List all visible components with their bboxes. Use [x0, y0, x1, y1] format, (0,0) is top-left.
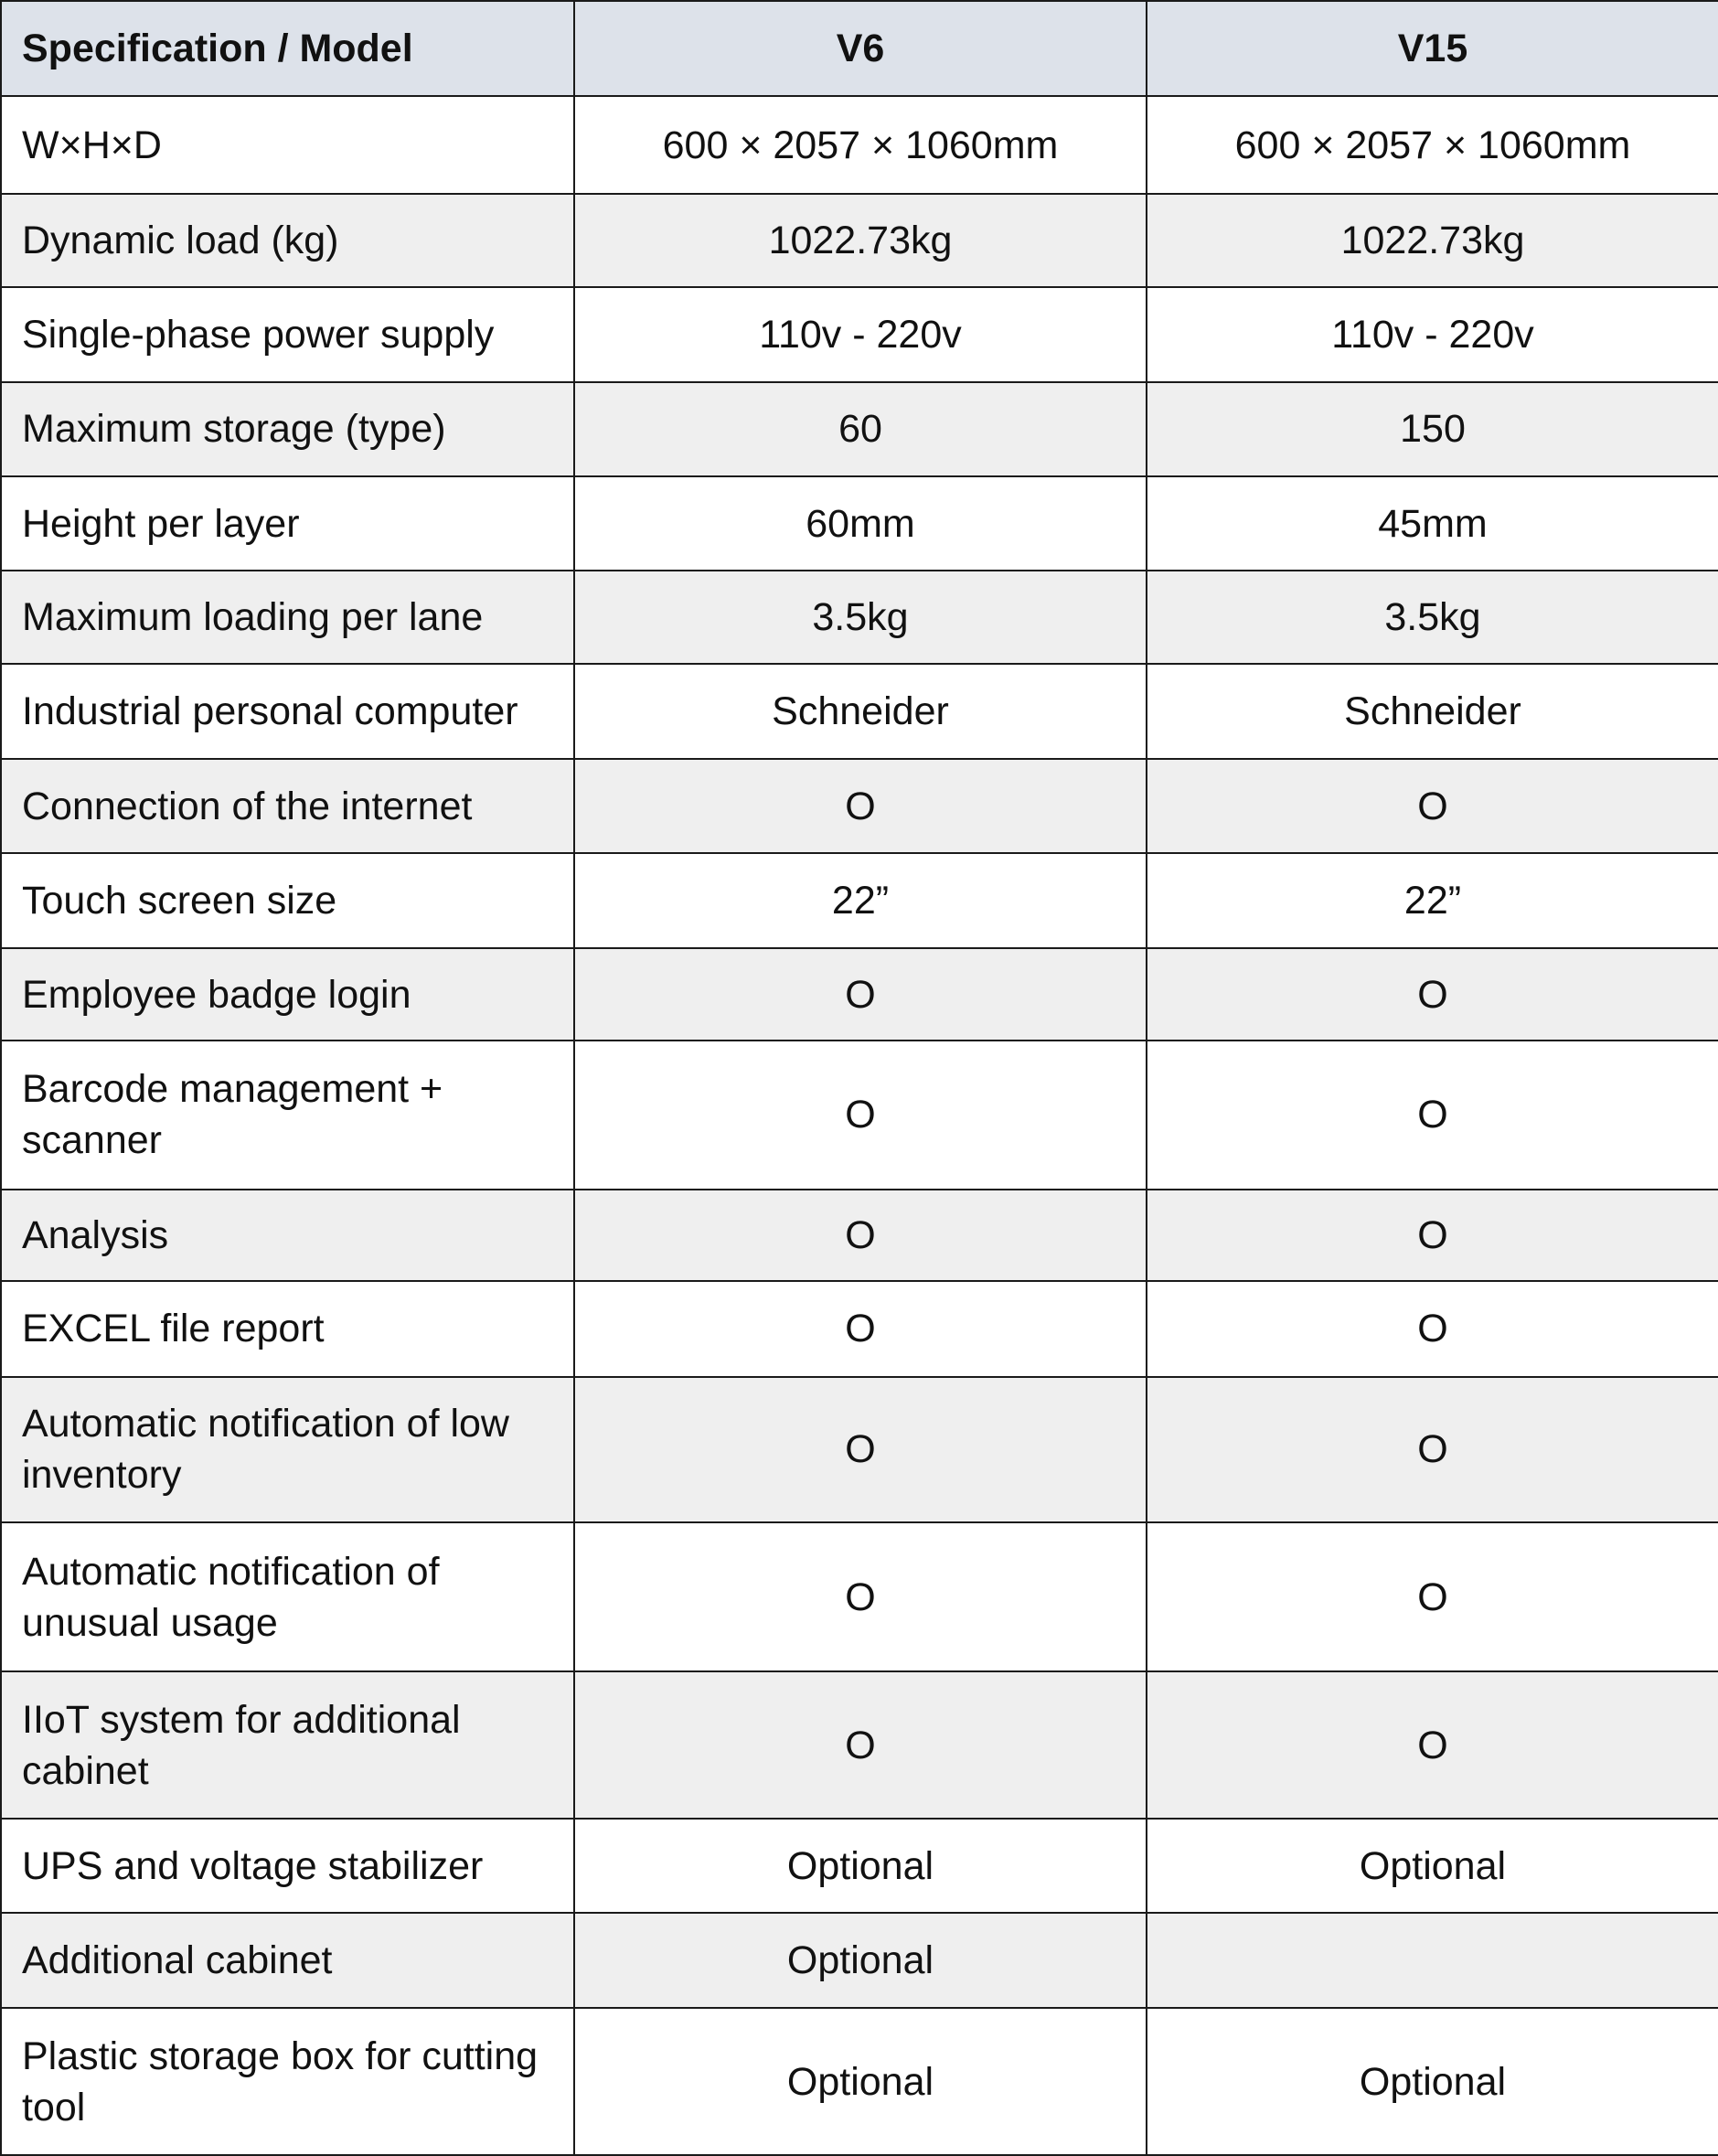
- v6-value: O: [574, 1522, 1147, 1671]
- spec-label: Analysis: [1, 1190, 574, 1281]
- v6-value: O: [574, 1190, 1147, 1281]
- spec-label: UPS and voltage stabilizer: [1, 1819, 574, 1913]
- v15-value: O: [1147, 1671, 1718, 1818]
- spec-label: IIoT system for additional cabinet: [1, 1671, 574, 1818]
- v6-value: O: [574, 948, 1147, 1040]
- v15-value: Schneider: [1147, 664, 1718, 759]
- v15-value: 45mm: [1147, 476, 1718, 571]
- v6-value: Optional: [574, 1913, 1147, 2008]
- spec-label: Connection of the internet: [1, 759, 574, 853]
- table-row: [1, 1522, 1718, 1671]
- spec-label: Barcode management + scanner: [1, 1041, 574, 1190]
- table-row: [1, 1281, 1718, 1376]
- table-row: [1, 96, 1718, 194]
- header-row: [1, 1, 1718, 96]
- table-row: [1, 1041, 1718, 1190]
- v15-value: O: [1147, 1041, 1718, 1190]
- v6-value: 110v - 220v: [574, 287, 1147, 382]
- table-row: [1, 194, 1718, 286]
- v15-value: Optional: [1147, 1819, 1718, 1913]
- spec-label: Additional cabinet: [1, 1913, 574, 2008]
- v15-value: 3.5kg: [1147, 571, 1718, 663]
- v15-value: 1022.73kg: [1147, 194, 1718, 286]
- table-row: [1, 571, 1718, 663]
- v15-value: O: [1147, 1377, 1718, 1522]
- v15-value: 150: [1147, 382, 1718, 476]
- v15-value: 600 × 2057 × 1060mm: [1147, 96, 1718, 194]
- table-row: [1, 1190, 1718, 1281]
- v6-value: 3.5kg: [574, 571, 1147, 663]
- v6-value: 60: [574, 382, 1147, 476]
- table-row: [1, 1671, 1718, 1818]
- table-row: [1, 853, 1718, 948]
- spec-label: Touch screen size: [1, 853, 574, 948]
- spec-label: Single-phase power supply: [1, 287, 574, 382]
- table-row: [1, 476, 1718, 571]
- spec-label: Industrial personal computer: [1, 664, 574, 759]
- v15-value: O: [1147, 759, 1718, 853]
- v15-value: O: [1147, 948, 1718, 1040]
- v6-value: O: [574, 759, 1147, 853]
- spec-label: Automatic notification of low inventory: [1, 1377, 574, 1522]
- v6-value: 1022.73kg: [574, 194, 1147, 286]
- v15-value: [1147, 1913, 1718, 2008]
- v15-value: 22”: [1147, 853, 1718, 948]
- v6-value: Schneider: [574, 664, 1147, 759]
- table-row: [1, 1377, 1718, 1522]
- spec-label: Plastic storage box for cutting tool: [1, 2008, 574, 2155]
- spec-label: W×H×D: [1, 96, 574, 194]
- v6-value: O: [574, 1281, 1147, 1376]
- header-v15: V15: [1147, 1, 1718, 96]
- v6-value: 600 × 2057 × 1060mm: [574, 96, 1147, 194]
- table-row: [1, 759, 1718, 853]
- table-row: [1, 382, 1718, 476]
- v6-value: O: [574, 1671, 1147, 1818]
- spec-label: Maximum loading per lane: [1, 571, 574, 663]
- table-row: [1, 1819, 1718, 1913]
- table-row: [1, 1913, 1718, 2008]
- spec-label: Maximum storage (type): [1, 382, 574, 476]
- table-row: [1, 2008, 1718, 2155]
- v15-value: O: [1147, 1190, 1718, 1281]
- v6-value: O: [574, 1377, 1147, 1522]
- v6-value: 22”: [574, 853, 1147, 948]
- v6-value: Optional: [574, 1819, 1147, 1913]
- v15-value: O: [1147, 1522, 1718, 1671]
- v6-value: Optional: [574, 2008, 1147, 2155]
- table-row: [1, 664, 1718, 759]
- spec-label: EXCEL file report: [1, 1281, 574, 1376]
- v15-value: O: [1147, 1281, 1718, 1376]
- v6-value: O: [574, 1041, 1147, 1190]
- table-row: [1, 287, 1718, 382]
- header-specification: Specification / Model: [1, 1, 574, 96]
- spec-label: Dynamic load (kg): [1, 194, 574, 286]
- v6-value: 60mm: [574, 476, 1147, 571]
- table-row: [1, 948, 1718, 1040]
- spec-label: Height per layer: [1, 476, 574, 571]
- spec-label: Automatic notification of unusual usage: [1, 1522, 574, 1671]
- header-v6: V6: [574, 1, 1147, 96]
- spec-label: Employee badge login: [1, 948, 574, 1040]
- v15-value: Optional: [1147, 2008, 1718, 2155]
- v15-value: 110v - 220v: [1147, 287, 1718, 382]
